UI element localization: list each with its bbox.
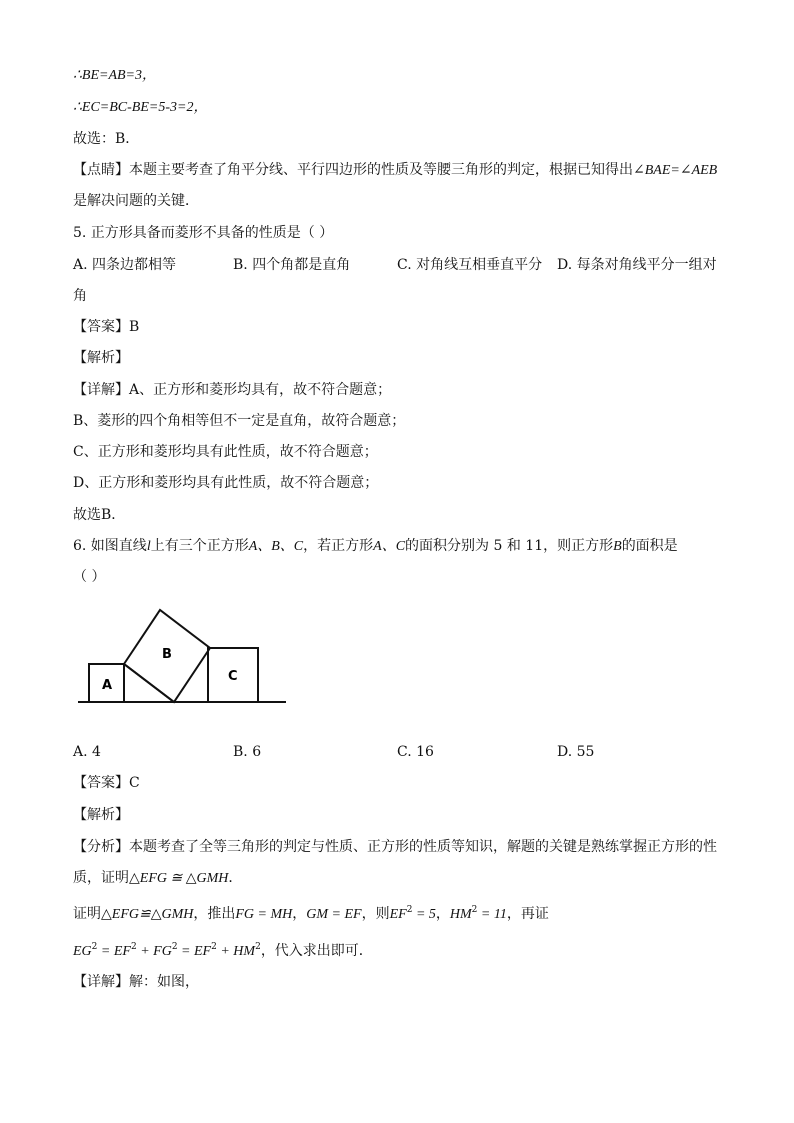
label-c: C — [228, 669, 238, 684]
detail-heading-6: 【详解】解：如图， — [73, 974, 199, 990]
answer-6: 【答案】C — [73, 775, 140, 791]
q6-option-b: B. 6 — [233, 744, 262, 760]
q5-option-d: D. 每条对角线平分一组对 — [557, 257, 717, 273]
analysis-heading-6: 【解析】 — [73, 807, 129, 823]
q6-option-d: D. 55 — [557, 744, 595, 760]
text-line: ∴BE=AB=3， — [73, 68, 157, 83]
detail-line: 故选B． — [73, 507, 126, 523]
text-line: 是解决问题的关键． — [73, 193, 199, 209]
q5-option-c: C. 对角线互相垂直平分 — [397, 257, 543, 273]
label-b: B — [162, 647, 172, 662]
proof-line: 证明△EFG≌△GMH，推出FG = MH，GM = EF，则$EF^2 = 5$，$HM^2 = 11$，再证 — [73, 905, 549, 922]
detail-line: 【详解】A、正方形和菱形均具有，故不符合题意； — [73, 382, 392, 398]
q5-option-d-cont: 角 — [73, 288, 87, 304]
proof-line: $EG^2 = EF^2 + FG^2 = EF^2 + HM^2$，代入求出即可． — [73, 942, 373, 959]
analysis-line: 【分析】本题考查了全等三角形的判定与性质、正方形的性质等知识，解题的关键是熟练掌握正方形的性 — [73, 839, 717, 855]
detail-line: C、正方形和菱形均具有此性质，故不符合题意； — [73, 444, 378, 460]
q6-option-a: A. 4 — [73, 744, 101, 760]
question-6-paren: （ ） — [73, 569, 106, 585]
question-6: 6. 如图直线l上有三个正方形A、B、C，若正方形A、C的面积分别为 5 和 11，则正方形B的面积是 — [73, 538, 678, 554]
detail-line: D、正方形和菱形均具有此性质，故不符合题意； — [73, 475, 379, 491]
text-line: 故选：B． — [73, 131, 140, 147]
detail-line: B、菱形的四个角相等但不一定是直角，故符合题意； — [73, 413, 406, 429]
q5-option-b: B. 四个角都是直角 — [233, 257, 351, 273]
q6-option-c: C. 16 — [397, 744, 434, 760]
analysis-line: 质，证明△EFG ≅ △GMH． — [73, 870, 243, 886]
label-a: A — [102, 678, 113, 693]
q5-option-a: A. 四条边都相等 — [73, 257, 177, 273]
analysis-heading-5: 【解析】 — [73, 350, 129, 366]
text-line: 【点睛】本题主要考查了角平分线、平行四边形的性质及等腰三角形的判定，根据已知得出∠BAE=∠AEB — [73, 162, 718, 178]
squares-figure — [74, 605, 290, 707]
answer-5: 【答案】B — [73, 319, 140, 335]
text-line: ∴EC=BC-BE=5-3=2， — [73, 100, 208, 115]
question-5: 5. 正方形具备而菱形不具备的性质是（ ） — [73, 225, 334, 241]
